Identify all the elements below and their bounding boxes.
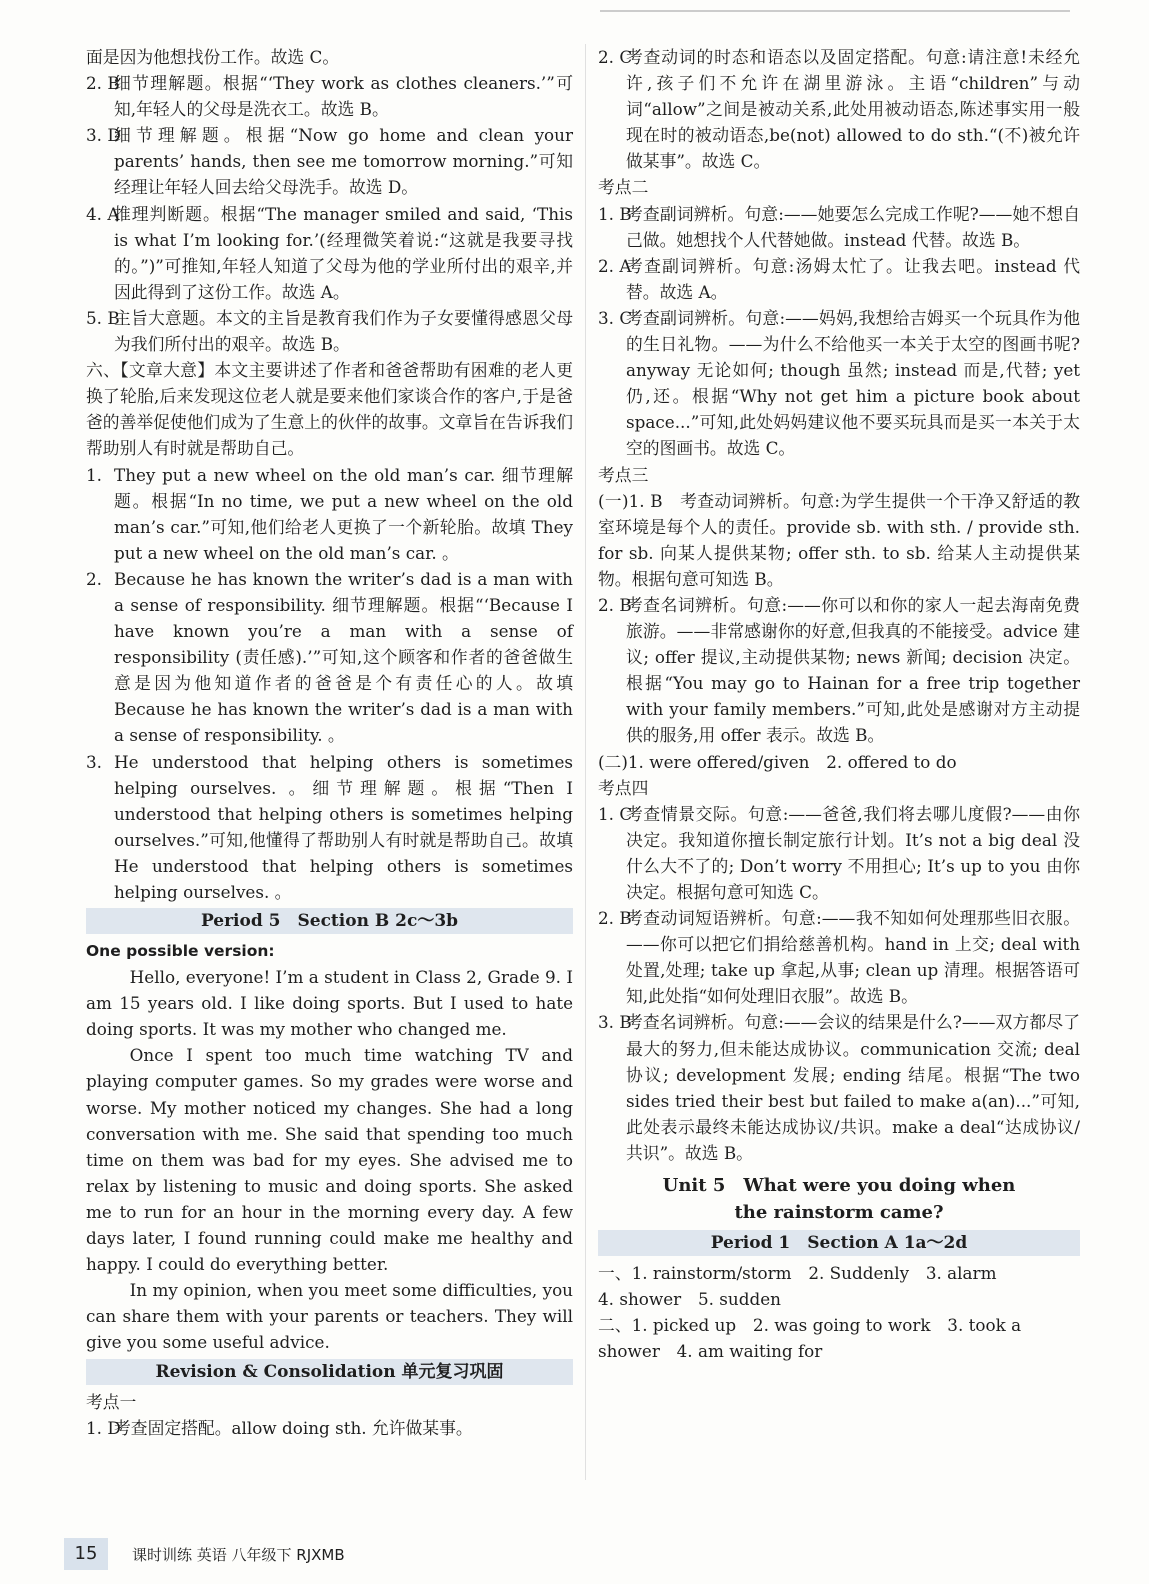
right-column <box>598 44 1080 1364</box>
column-divider <box>585 44 586 1480</box>
top-rule <box>600 10 1070 12</box>
k3-item-1: (一)1. B 考查动词辨析。句意:为学生提供一个干净又舒适的教室环境是每个人的责任。provide sb. with sth. / provide sth. for sb. 向某人提供某物; offer sth. to sb. 给某人主动提供某物。根据句意可知选 B。 <box>598 490 1080 589</box>
left-item-4: 5. B 主旨大意题。本文的主旨是教育我们作为子女要懂得感恩父母为我们所付出的艰辛。故选 B。 <box>86 307 573 355</box>
six-item-1: 1. They put a new wheel on the old man’s car. 细节理解题。根据“In no time, we put a new wheel on the old man’s car.”可知,他们给老人更换了一个新轮胎。故填 They put a new wheel on the old man’s car. 。 <box>86 464 573 563</box>
exercise1-line1: 一、1. rainstorm/storm 2. Suddenly 3. alarm <box>598 1263 997 1284</box>
kaodian-4: 考点四 <box>598 777 649 798</box>
k2-item-3: 3. C 考查副词辨析。句意:——妈妈,我想给吉姆买一个玩具作为他的生日礼物。——为什么不给他买一本关于太空的图画书呢? anyway 无论如何; though 虽然; instead 而是,代替; yet 仍,还。根据“Why not get him a picture book about space...”可知,此处妈妈建议他不要买玩具而是买一本关于太空的图画书。故选 C。 <box>598 307 1080 459</box>
page-number: 15 <box>64 1538 108 1570</box>
k2-item-1: 1. B 考查副词辨析。句意:——她要怎么完成工作呢?——她不想自己做。她想找个人代替她做。instead 代替。故选 B。 <box>598 203 1080 250</box>
kaodian-2: 考点二 <box>598 177 649 198</box>
left-column <box>86 44 573 1441</box>
left-item-0: 面是因为他想找份工作。故选 C。 <box>86 47 340 67</box>
k4-item-1: 1. C 考查情景交际。句意:——爸爸,我们将去哪儿度假?——由你决定。我知道你擅长制定旅行计划。It’s not a big deal 没什么大不了的; Don’t worry 不用担心; It’s up to you 由你决定。根据句意可知选 C。 <box>598 803 1080 902</box>
k3-item-2: 2. B 考查名词辨析。句意:——你可以和你的家人一起去海南免费旅游。——非常感谢你的好意,但我真的不能接受。advice 建议; offer 提议,主动提供某物; news 新闻; decision 决定。根据“You may go to Hainan for a free trip together with your family members.”可知,此处是感谢对方主动提供的服务,用 offer 表示。故选 B。 <box>598 594 1080 746</box>
essay-paragraph-3: In my opinion, when you meet some difficulties, you can share them with your parents or teachers. They will give you some useful advice. <box>86 1280 573 1353</box>
unit5-title-line1: Unit 5 What were you doing when <box>662 1175 1016 1197</box>
period1-heading: Period 1 Section A 1a～2d <box>598 1230 1080 1256</box>
k4-item-2: 2. B 考查动词短语辨析。句意:——我不知如何处理那些旧衣服。——你可以把它们捐给慈善机构。hand in 上交; deal with 处置,处理; take up 拿起,从事; clean up 清理。根据答语可知,此处指“如何处理旧衣服”。故选 B。 <box>598 908 1080 1007</box>
k3-part2: (二)1. were offered/given 2. offered to do <box>598 751 957 772</box>
exercise2-line2: shower 4. am waiting for <box>598 1341 823 1362</box>
six-item-2: 2. Because he has known the writer’s dad is a man with a sense of responsibility. 细节理解题。根据“‘Because I have known you’re a man with a sense of responsibility (责任感).’”可知,这个顾客和作者的爸爸做生意是因为他知道作者的爸爸是个有责任心的人。故填 Because he has known the writer’s dad is a man with a sense of responsibility. 。 <box>86 568 573 746</box>
kaodian-3: 考点三 <box>598 464 649 485</box>
exercise2-line1: 二、1. picked up 2. was going to work 3. took a <box>598 1315 1022 1336</box>
one-possible-version: One possible version: <box>86 942 275 961</box>
book-info: 课时训练 英语 八年级下 RJXMB <box>132 1546 345 1564</box>
k2-item-2: 2. A 考查副词辨析。句意:汤姆太忙了。让我去吧。instead 代替。故选 A。 <box>598 255 1080 302</box>
unit5-title-line2: the rainstorm came? <box>734 1202 944 1224</box>
left-item-2: 3. D 细节理解题。根据“Now go home and clean your parents’ hands, then see me tomorrow morning.”可知经理让年轻人回去给父母洗手。故选 D。 <box>86 125 573 198</box>
k4-item-3: 3. B 考查名词辨析。句意:——会议的结果是什么?——双方都尽了最大的努力,但未能达成协议。communication 交流; deal 协议; development 发展; ending 结尾。根据“The two sides tried their best but failed to make a(an)...”可知,此处表示最终未能达成协议/共识。make a deal“达成协议/共识”。故选 B。 <box>598 1012 1080 1163</box>
period5-heading: Period 5 Section B 2c～3b <box>86 908 573 934</box>
kaodian-1: 考点一 <box>86 1391 137 1412</box>
revision-heading: Revision & Consolidation 单元复习巩固 <box>86 1359 573 1385</box>
six-item-3: 3. He understood that helping others is sometimes helping ourselves. 。细节理解题。根据“Then I understood that helping others is sometimes helping ourselves.”可知,他懂得了帮助别人有时就是帮助自己。故填 He understood that helping others is sometimes helping ourselves. 。 <box>86 751 573 902</box>
left-item-3: 4. A 推理判断题。根据“The manager smiled and said, ‘This is what I’m looking for.’(经理微笑着说:“这就是我要寻找的。”)”可推知,年轻人知道了父母为他的学业所付出的艰辛,并因此得到了这份工作。故选 A。 <box>86 203 573 302</box>
essay-paragraph-1: Hello, everyone! I’m a student in Class 2, Grade 9. I am 15 years old. I like doing sports. But I used to hate doing sports. It was my mother who changed me. <box>86 967 573 1040</box>
section-six-intro: 六、【文章大意】本文主要讲述了作者和爸爸帮助有困难的老人更换了轮胎,后来发现这位老人就是要来他们家谈合作的客户,于是爸爸的善举促使他们成为了生意上的伙伴的故事。文章旨在告诉我们帮助别人有时就是帮助自己。 <box>86 360 573 459</box>
unit5-title <box>598 1172 1080 1226</box>
k1-item-2: 2. C 考查动词的时态和语态以及固定搭配。句意:请注意!未经允许,孩子们不允许在湖里游泳。主语“children”与动词“allow”之间是被动关系,此处用被动语态,陈述事实用一般现在时的被动语态,be(not) allowed to do sth.“(不)被允许做某事”。故选 C。 <box>598 47 1080 172</box>
left-item-1: 2. B 细节理解题。根据“‘They work as clothes cleaners.’”可知,年轻人的父母是洗衣工。故选 B。 <box>86 73 573 120</box>
k1-item-1: 1. D 考查固定搭配。allow doing sth. 允许做某事。 <box>86 1417 473 1438</box>
exercise1-line2: 4. shower 5. sudden <box>598 1289 781 1310</box>
essay-paragraph-2: Once I spent too much time watching TV and playing computer games. So my grades were worse and worse. My mother noticed my changes. She had a long conversation with me. She said that spending too much time on them was bad for my eyes. She advised me to relax by listening to music and doing sports. She asked me to run for an hour in the morning every day. A few days later, I found running could make me healthy and happy. I could do everything better. <box>86 1045 573 1275</box>
